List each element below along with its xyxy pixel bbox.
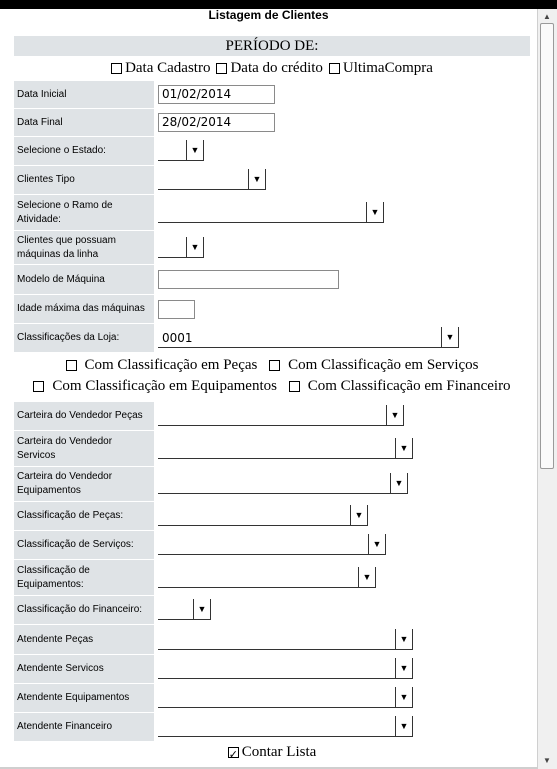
field-value-cell — [154, 431, 530, 466]
carteira-pecas-select[interactable] — [158, 406, 404, 426]
vertical-scrollbar[interactable] — [537, 9, 557, 769]
field-value-cell — [154, 109, 530, 136]
periodo-header: PERÍODO DE: — [14, 36, 530, 56]
atendente-servicos-select[interactable] — [158, 659, 413, 679]
checkbox-label: Com Classificação em Financeiro — [307, 378, 511, 394]
checkbox-data-cadastro[interactable] — [111, 60, 210, 77]
atendente-equipamentos-select[interactable] — [158, 688, 413, 708]
field-label: Data Final — [14, 109, 154, 136]
filter-form — [14, 36, 530, 763]
field-label: Data Inicial — [14, 81, 154, 108]
classificacao-options — [14, 352, 530, 401]
chevron-down-icon[interactable]: ▼ — [366, 202, 384, 222]
row-carteira-equipamentos — [14, 466, 530, 501]
row-classif-loja — [14, 323, 530, 352]
field-label: Clientes que possuam máquinas da linha — [14, 231, 154, 264]
chevron-down-icon[interactable]: ▼ — [390, 473, 408, 493]
scrollbar-thumb[interactable] — [540, 23, 554, 469]
field-value-cell — [154, 265, 530, 294]
checkbox-icon[interactable] — [228, 747, 239, 758]
checkbox-icon[interactable] — [269, 360, 280, 371]
row-atendente-equipamentos — [14, 683, 530, 712]
atendente-financeiro-select[interactable] — [158, 717, 413, 737]
checkbox-classif-pecas[interactable] — [66, 356, 258, 375]
field-label: Classificação de Peças: — [14, 502, 154, 530]
field-value-cell — [154, 625, 530, 654]
field-label: Clientes Tipo — [14, 166, 154, 194]
chevron-down-icon[interactable]: ▼ — [395, 716, 413, 736]
data-final-input[interactable]: 28/02/2014 — [158, 113, 275, 132]
row-data-inicial — [14, 80, 530, 108]
chevron-down-icon[interactable]: ▼ — [395, 629, 413, 649]
chevron-down-icon[interactable]: ▼ — [395, 658, 413, 678]
field-label: Atendente Peças — [14, 625, 154, 654]
row-ramo — [14, 194, 530, 230]
checkbox-classif-financeiro[interactable] — [289, 377, 511, 396]
carteira-equipamentos-select[interactable] — [158, 474, 408, 494]
row-class-servicos — [14, 530, 530, 559]
field-label: Selecione o Ramo de Atividade: — [14, 195, 154, 230]
data-inicial-input[interactable]: 01/02/2014 — [158, 85, 275, 104]
checkbox-classif-servicos[interactable] — [269, 356, 478, 375]
row-maquinas-linha — [14, 230, 530, 264]
field-value-cell — [154, 81, 530, 108]
field-label: Classificação de Serviços: — [14, 531, 154, 559]
checkbox-label: Data Cadastro — [125, 59, 211, 76]
select-value: 0001 — [162, 330, 193, 345]
chevron-down-icon[interactable]: ▼ — [368, 534, 386, 554]
field-value-cell — [154, 531, 530, 559]
class-servicos-select[interactable] — [158, 535, 386, 555]
chevron-down-icon[interactable]: ▼ — [386, 405, 404, 425]
classif-loja-select[interactable] — [158, 328, 459, 348]
estado-select[interactable] — [158, 141, 204, 161]
field-label: Classificação de Equipamentos: — [14, 560, 154, 595]
field-label: Selecione o Estado: — [14, 137, 154, 165]
maquinas-linha-select[interactable] — [158, 238, 204, 258]
scroll-up-icon[interactable]: ▲ — [543, 11, 551, 21]
field-value-cell — [154, 502, 530, 530]
chevron-down-icon[interactable]: ▼ — [395, 687, 413, 707]
field-label: Carteira do Vendedor Peças — [14, 402, 154, 430]
contar-lista-option[interactable] — [14, 741, 530, 763]
carteira-servicos-select[interactable] — [158, 439, 413, 459]
row-class-financeiro — [14, 595, 530, 624]
scroll-down-icon[interactable]: ▼ — [543, 755, 551, 765]
ramo-select[interactable] — [158, 203, 384, 223]
checkbox-classif-equipamentos[interactable] — [33, 377, 277, 396]
checkbox-icon[interactable] — [66, 360, 77, 371]
field-value-cell — [154, 231, 530, 264]
field-label: Atendente Servicos — [14, 655, 154, 683]
checkbox-icon[interactable] — [33, 381, 44, 392]
chevron-down-icon[interactable]: ▼ — [441, 327, 459, 347]
chevron-down-icon[interactable]: ▼ — [248, 169, 266, 189]
page-title: Listagem de Clientes — [208, 8, 329, 22]
class-equipamentos-select[interactable] — [158, 568, 376, 588]
checkbox-ultima-compra[interactable] — [329, 60, 433, 77]
class-financeiro-select[interactable] — [158, 600, 211, 620]
contar-lista-label: Contar Lista — [241, 744, 317, 760]
row-atendente-pecas — [14, 624, 530, 654]
row-class-equipamentos — [14, 559, 530, 595]
field-label: Classificações da Loja: — [14, 324, 154, 352]
field-value-cell — [154, 137, 530, 165]
idade-input[interactable] — [158, 300, 195, 319]
field-value-cell — [154, 324, 530, 352]
clientes-tipo-select[interactable] — [158, 170, 266, 190]
modelo-input[interactable] — [158, 270, 339, 289]
checkbox-icon[interactable] — [289, 381, 300, 392]
checkbox-label: Com Classificação em Serviços — [288, 357, 479, 373]
row-carteira-servicos — [14, 430, 530, 466]
checkbox-icon[interactable] — [329, 63, 340, 74]
chevron-down-icon[interactable]: ▼ — [358, 567, 376, 587]
chevron-down-icon[interactable]: ▼ — [193, 599, 211, 619]
atendente-pecas-select[interactable] — [158, 630, 413, 650]
row-clientes-tipo — [14, 165, 530, 194]
field-label: Atendente Financeiro — [14, 713, 154, 741]
field-value-cell — [154, 596, 530, 624]
field-value-cell — [154, 560, 530, 595]
row-estado — [14, 136, 530, 165]
chevron-down-icon[interactable]: ▼ — [186, 237, 204, 257]
field-label: Carteira do Vendedor Equipamentos — [14, 467, 154, 501]
periodo-options — [14, 56, 530, 80]
field-label: Atendente Equipamentos — [14, 684, 154, 712]
checkbox-label: Com Classificação em Peças — [84, 357, 258, 373]
chevron-down-icon[interactable]: ▼ — [395, 438, 413, 458]
field-value-cell — [154, 713, 530, 741]
field-label: Idade máxima das máquinas — [14, 295, 154, 323]
row-atendente-financeiro — [14, 712, 530, 741]
checkbox-icon[interactable] — [216, 63, 227, 74]
chevron-down-icon[interactable]: ▼ — [350, 505, 368, 525]
field-value-cell — [154, 402, 530, 430]
field-label: Modelo de Máquina — [14, 265, 154, 294]
checkbox-icon[interactable] — [111, 63, 122, 74]
row-idade — [14, 294, 530, 323]
checkbox-label: Com Classificação em Equipamentos — [52, 378, 277, 394]
field-value-cell — [154, 166, 530, 194]
checkbox-data-credito[interactable] — [216, 60, 322, 77]
field-value-cell — [154, 655, 530, 683]
row-atendente-servicos — [14, 654, 530, 683]
field-value-cell — [154, 195, 530, 230]
field-value-cell — [154, 295, 530, 323]
field-value-cell — [154, 467, 530, 501]
field-value-cell — [154, 684, 530, 712]
row-class-pecas — [14, 501, 530, 530]
field-label: Carteira do Vendedor Servicos — [14, 431, 154, 466]
class-pecas-select[interactable] — [158, 506, 368, 526]
checkbox-label: UltimaCompra — [342, 59, 433, 76]
field-label: Classificação do Financeiro: — [14, 596, 154, 624]
row-modelo — [14, 264, 530, 294]
row-data-final — [14, 108, 530, 136]
checkbox-label: Data do crédito — [230, 59, 323, 76]
row-carteira-pecas — [14, 401, 530, 430]
chevron-down-icon[interactable]: ▼ — [186, 140, 204, 160]
